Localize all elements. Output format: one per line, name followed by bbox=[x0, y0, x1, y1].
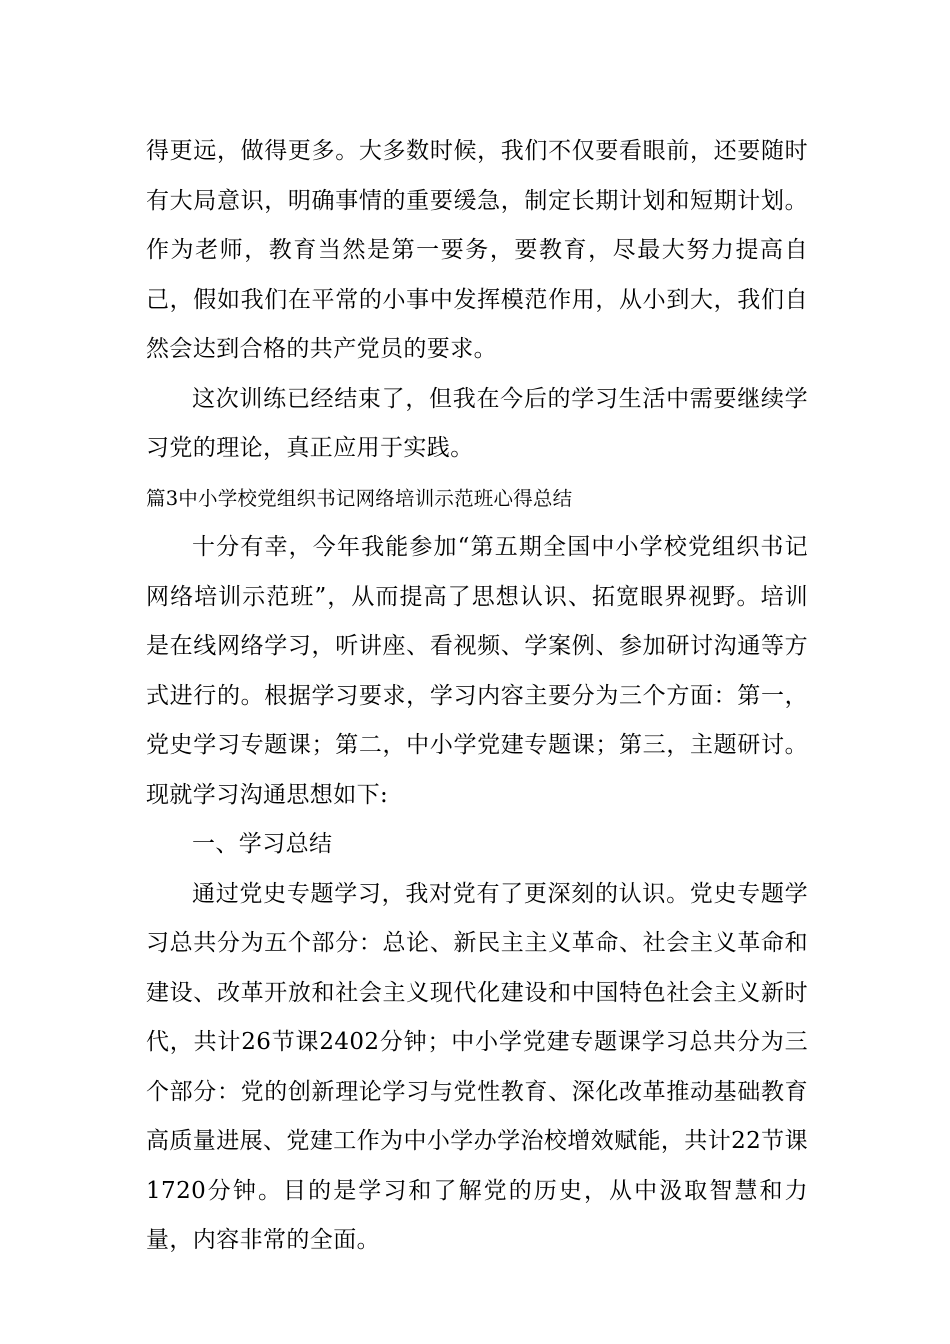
document-body bbox=[146, 127, 808, 1266]
section-title: 篇3中小学校党组织书记网络培训示范班心得总结 bbox=[146, 486, 573, 510]
paragraph-introduction: 十分有幸，今年我能参加“第五期全国中小学校党组织书记网络培训示范班”，从而提高了思想认识、拓宽眼界视野。培训是在线网络学习，听讲座、看视频、学案例、参加研讨沟通等方式进行的。根据学习要求，学习内容主要分为三个方面：第一，党史学习专题课；第二，中小学党建专题课；第三，主题研讨。现就学习沟通思想如下: bbox=[146, 534, 808, 808]
paragraph-continuation: 得更远，做得更多。大多数时候，我们不仅要看眼前，还要随时有大局意识，明确事情的重要缓急，制定长期计划和短期计划。作为老师，教育当然是第一要务，要教育，尽最大努力提高自己，假如我们在平常的小事中发挥模范作用，从小到大，我们自然会达到合格的共产党员的要求。 bbox=[146, 138, 808, 362]
paragraph-training-ended: 这次训练已经结束了，但我在今后的学习生活中需要继续学习党的理论，真正应用于实践。 bbox=[146, 385, 808, 461]
paragraph-party-history-study: 通过党史专题学习，我对党有了更深刻的认识。党史专题学习总共分为五个部分：总论、新民主主义革命、社会主义革命和建设、改革开放和社会主义现代化建设和中国特色社会主义新时代，共计26节课2402分钟；中小学党建专题课学习总共分为三个部分：党的创新理论学习与党性教育、深化改革推动基础教育高质量进展、党建工作为中小学办学治校增效赋能，共计22节课1720分钟。目的是学习和了解党的历史，从中汲取智慧和力量，内容非常的全面。 bbox=[146, 880, 808, 1253]
subheading-study-summary: 一、学习总结 bbox=[192, 831, 333, 857]
